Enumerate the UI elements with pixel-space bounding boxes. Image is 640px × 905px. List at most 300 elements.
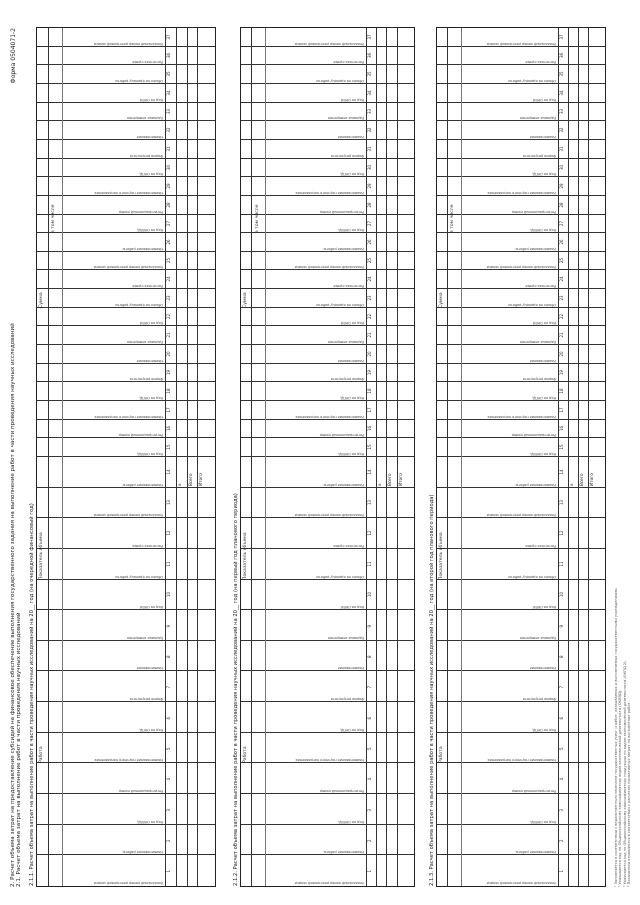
column-header: Наименование научного направления	[295, 415, 364, 419]
footnote: ¹ Заполняется в соответствии с ведомственным перечнем государственных услуг и работ, оказываемых и выполняемых государственными учреждениями.	[614, 587, 618, 887]
column-divider	[241, 269, 414, 270]
column-divider	[241, 307, 414, 308]
column-divider	[437, 670, 605, 671]
column-header: Наименование	[136, 666, 163, 670]
column-number: 28	[166, 202, 171, 208]
sub-heading: 2.1. Расчет объема затрат на выполнение работ в части проведения научных исследований	[16, 612, 22, 887]
column-divider	[241, 195, 414, 196]
column-divider	[437, 120, 605, 121]
column-number: 12	[559, 530, 564, 536]
column-divider	[437, 400, 605, 401]
column-number: 4	[166, 777, 171, 781]
column-header: Наименование	[337, 666, 364, 670]
column-divider	[437, 456, 605, 457]
column-number: 4	[367, 777, 372, 781]
row-divider	[376, 28, 377, 886]
column-divider	[37, 64, 215, 65]
column-header: Регистрационный номер	[511, 433, 556, 437]
column-divider	[241, 793, 414, 794]
column-number: 9	[367, 624, 372, 628]
calc-caption-1: 2.1.1. Расчет объема затрат на выполнение работ в части проведения научных исследований на 20__ год (на очередной финансовый год)	[29, 503, 35, 886]
column-header: Форма результата	[522, 697, 556, 701]
calc-caption-2: 2.1.2. Расчет объема затрат на выполнение работ в части проведения научных исследований на 20__ год (на первый год планового периода)	[233, 493, 239, 886]
calc-caption-3: 2.1.3. Расчет объема затрат на выполнение работ в части проведения научных исследований на 20__ год (на второй год планового периода)	[429, 494, 435, 886]
column-divider	[37, 609, 215, 610]
column-header: Код по ОКЕИ	[532, 605, 556, 609]
column-header: Наименование	[529, 666, 556, 670]
column-header: Единица измерения	[127, 116, 163, 120]
column-number: 34	[367, 90, 372, 96]
column-divider	[241, 120, 414, 121]
column-header: Код по ОКПД	[532, 172, 556, 176]
column-header: Объем на единицу работы	[316, 303, 364, 307]
column-number: 19	[367, 369, 372, 375]
column-divider	[437, 824, 605, 825]
column-header: Форма результата	[522, 377, 556, 381]
column-number: 28	[367, 202, 372, 208]
column-header: Наименование	[337, 135, 364, 139]
column-header: Расчетная сумма	[333, 544, 364, 548]
column-divider	[37, 793, 215, 794]
row-divider	[176, 28, 177, 886]
column-divider	[37, 670, 215, 671]
column-header: Код по ОКЕИ	[532, 321, 556, 325]
column-header: Уникальный номер реестровой записи	[486, 513, 556, 517]
group-label: Сумма	[39, 292, 44, 308]
column-divider	[37, 400, 215, 401]
row-divider	[578, 28, 579, 886]
row-divider	[366, 28, 367, 886]
column-header: Объем на единицу работы	[508, 303, 556, 307]
column-number: 17	[367, 407, 372, 413]
column-divider	[241, 139, 414, 140]
column-number: 5	[367, 747, 372, 750]
row-divider	[251, 28, 252, 886]
column-divider	[241, 64, 414, 65]
column-header: Наименование работы	[515, 247, 556, 251]
column-divider	[37, 363, 215, 364]
column-number: 33	[559, 108, 564, 114]
column-header: Единица измерения	[328, 636, 364, 640]
column-number: 26	[559, 239, 564, 245]
column-header: Расчетная сумма	[132, 60, 163, 64]
row-divider	[48, 28, 49, 886]
column-header: Наименование научного направления	[295, 191, 364, 195]
column-divider	[241, 325, 414, 326]
column-divider	[437, 176, 605, 177]
column-divider	[437, 307, 605, 308]
column-number: 26	[367, 239, 372, 245]
column-header: Наименование работы	[122, 483, 163, 487]
column-header: Форма результата	[129, 154, 163, 158]
column-divider	[241, 344, 414, 345]
column-divider	[37, 456, 215, 457]
column-divider	[37, 824, 215, 825]
column-number: 17	[166, 407, 171, 413]
column-number: 3	[367, 808, 372, 812]
column-divider	[37, 102, 215, 103]
column-header: Код по ОКЕИ	[139, 321, 163, 325]
column-divider	[37, 419, 215, 420]
column-header: Наименование работы	[323, 850, 364, 854]
column-header: Наименование научного направления	[487, 758, 556, 762]
column-divider	[241, 381, 414, 382]
column-header: Код по ОКЕИ	[340, 321, 364, 325]
column-number: 16	[166, 425, 171, 431]
column-number: 12	[166, 530, 171, 536]
column-number: 23	[367, 295, 372, 301]
column-divider	[37, 288, 215, 289]
summary-label: х	[569, 483, 574, 486]
column-number: 29	[559, 183, 564, 189]
column-header: Уникальный номер реестровой записи	[486, 265, 556, 269]
column-number: 23	[166, 295, 171, 301]
column-number: 30	[559, 164, 564, 170]
footnote: ² Указывается код по Общероссийскому классификатору видов экономической деятельности (ОКВЭД).	[618, 689, 623, 887]
column-header: Код по ОКВЭД	[530, 820, 556, 824]
column-header: Наименование	[529, 135, 556, 139]
column-divider	[37, 214, 215, 215]
column-number: 32	[559, 127, 564, 133]
column-header: Наименование	[136, 359, 163, 363]
column-header: Объем на единицу работы	[316, 79, 364, 83]
column-number: 7	[559, 685, 564, 689]
column-header: Уникальный номер реестровой записи	[93, 265, 163, 269]
column-divider	[437, 139, 605, 140]
column-number: 22	[166, 313, 171, 319]
column-number: 30	[166, 164, 171, 170]
column-number: 27	[367, 220, 372, 226]
column-number: 4	[559, 777, 564, 781]
footnote: ³ Указывается код по Общероссийскому классификатору продукции по видам экономической деятельности (ОКПД 2).	[622, 660, 627, 887]
column-divider	[437, 701, 605, 702]
column-header: Регистрационный номер	[319, 433, 364, 437]
group-label: Работа	[39, 746, 44, 763]
column-header: Код по ОКВЭД	[137, 228, 163, 232]
column-header: Код по ОКВЭД	[530, 452, 556, 456]
column-header: Единица измерения	[328, 340, 364, 344]
row-divider	[397, 28, 398, 886]
column-header: Наименование научного направления	[94, 415, 163, 419]
column-header: Регистрационный номер	[511, 210, 556, 214]
column-divider	[437, 517, 605, 518]
column-number: 24	[166, 276, 171, 282]
column-number: 26	[166, 239, 171, 245]
column-number: 31	[166, 146, 171, 152]
group-label: Работа	[243, 746, 248, 763]
column-divider	[241, 609, 414, 610]
column-divider	[241, 400, 414, 401]
column-number: 32	[367, 127, 372, 133]
column-divider	[37, 251, 215, 252]
column-header: Код по ОКЕИ	[139, 98, 163, 102]
row-divider	[165, 28, 166, 886]
column-header: Расчетная сумма	[132, 284, 163, 288]
group-label: в том числе	[450, 204, 455, 233]
column-divider	[37, 548, 215, 549]
column-number: 9	[166, 624, 171, 628]
column-number: 37	[367, 34, 372, 40]
column-number: 13	[559, 499, 564, 505]
column-number: 25	[559, 257, 564, 263]
column-header: Регистрационный номер	[118, 210, 163, 214]
column-divider	[437, 381, 605, 382]
column-divider	[241, 251, 414, 252]
column-header: Наименование научного направления	[295, 758, 364, 762]
column-divider	[241, 158, 414, 159]
column-number: 10	[367, 591, 372, 597]
column-header: Код по ОКПД	[340, 396, 364, 400]
column-number: 29	[367, 183, 372, 189]
column-header: Уникальный номер реестровой записи	[294, 513, 364, 517]
column-divider	[437, 214, 605, 215]
column-number: 3	[166, 808, 171, 812]
column-header: Наименование научного направления	[94, 191, 163, 195]
column-number: 9	[559, 624, 564, 628]
column-header: Наименование научного направления	[94, 758, 163, 762]
column-divider	[241, 579, 414, 580]
column-divider	[241, 548, 414, 549]
column-header: Уникальный номер реестровой записи	[486, 881, 556, 885]
column-divider	[437, 102, 605, 103]
column-header: Уникальный номер реестровой записи	[93, 513, 163, 517]
column-divider	[437, 83, 605, 84]
column-number: 21	[367, 332, 372, 338]
column-header: Форма результата	[522, 154, 556, 158]
group-label: Сумма	[439, 292, 444, 308]
column-divider	[437, 579, 605, 580]
column-divider	[437, 288, 605, 289]
column-header: Форма результата	[330, 377, 364, 381]
column-header: Наименование работы	[122, 247, 163, 251]
column-header: Код по ОКЕИ	[340, 605, 364, 609]
group-label: Показатель объема	[243, 532, 248, 580]
row-divider	[197, 28, 198, 886]
column-divider	[437, 487, 605, 488]
column-divider	[241, 232, 414, 233]
column-header: Расчетная сумма	[525, 544, 556, 548]
table-grid	[241, 28, 414, 886]
column-header: Единица измерения	[520, 116, 556, 120]
column-divider	[241, 102, 414, 103]
column-number: 27	[559, 220, 564, 226]
column-number: 37	[559, 34, 564, 40]
column-number: 15	[166, 444, 171, 450]
column-header: Уникальный номер реестровой записи	[486, 42, 556, 46]
column-divider	[241, 517, 414, 518]
column-number: 13	[367, 499, 372, 505]
column-header: Наименование	[337, 359, 364, 363]
column-number: 33	[166, 108, 171, 114]
column-number: 31	[559, 146, 564, 152]
column-number: 28	[559, 202, 564, 208]
column-header: Код по ОКВЭД	[338, 820, 364, 824]
summary-label: Всего	[188, 473, 193, 486]
column-divider	[37, 437, 215, 438]
column-number: 1	[166, 869, 171, 873]
column-header: Расчетная сумма	[525, 284, 556, 288]
column-number: 2	[367, 839, 372, 842]
column-number: 30	[367, 164, 372, 170]
column-header: Регистрационный номер	[118, 433, 163, 437]
group-label: Показатель объема	[39, 532, 44, 580]
column-number: 8	[367, 655, 372, 658]
column-header: Наименование работы	[323, 247, 364, 251]
column-number: 6	[559, 716, 564, 720]
column-number: 14	[166, 469, 171, 475]
table-grid	[37, 28, 215, 886]
column-number: 20	[166, 351, 171, 357]
column-number: 8	[559, 655, 564, 658]
column-header: Код по ОКВЭД	[530, 228, 556, 232]
column-header: Расчетная сумма	[132, 544, 163, 548]
calc-table-1	[29, 27, 216, 887]
column-divider	[437, 854, 605, 855]
column-header: Код по ОКВЭД	[137, 452, 163, 456]
column-number: 22	[367, 313, 372, 319]
column-header: Код по ОКПД	[340, 172, 364, 176]
column-number: 3	[559, 808, 564, 812]
column-header: Уникальный номер реестровой записи	[93, 881, 163, 885]
column-number: 16	[367, 425, 372, 431]
column-divider	[37, 269, 215, 270]
column-number: 22	[559, 313, 564, 319]
column-divider	[37, 176, 215, 177]
column-header: Наименование научного направления	[487, 191, 556, 195]
summary-label: Итого	[589, 473, 594, 486]
footnotes	[614, 27, 632, 887]
column-divider	[241, 419, 414, 420]
column-divider	[37, 158, 215, 159]
column-header: Объем на единицу работы	[508, 79, 556, 83]
column-number: 5	[166, 747, 171, 750]
column-divider	[437, 251, 605, 252]
column-divider	[37, 487, 215, 488]
column-number: 23	[559, 295, 564, 301]
summary-label: Всего	[387, 473, 392, 486]
column-header: Единица измерения	[328, 116, 364, 120]
column-number: 12	[367, 530, 372, 536]
main-heading: 2. Расчет объема затрат на предоставление субсидий на финансовое обеспечение выполнения государственного задания на выполнение работ в части проведения научных исследований	[10, 323, 16, 887]
column-divider	[437, 363, 605, 364]
column-number: 36	[559, 52, 564, 58]
column-header: Объем на единицу работы	[508, 575, 556, 579]
column-divider	[241, 701, 414, 702]
column-number: 11	[367, 561, 372, 567]
column-number: 2	[166, 839, 171, 842]
column-header: Код по ОКПД	[340, 728, 364, 732]
column-header: Уникальный номер реестровой записи	[294, 265, 364, 269]
column-header: Код по ОКЕИ	[532, 98, 556, 102]
column-header: Форма результата	[129, 377, 163, 381]
column-header: Код по ОКПД	[532, 396, 556, 400]
column-number: 27	[166, 220, 171, 226]
column-header: Уникальный номер реестровой записи	[294, 881, 364, 885]
column-divider	[437, 232, 605, 233]
column-divider	[37, 307, 215, 308]
column-divider	[437, 437, 605, 438]
column-header: Объем на единицу работы	[316, 575, 364, 579]
column-divider	[37, 120, 215, 121]
group-label: в том числе	[51, 204, 56, 233]
column-number: 14	[559, 469, 564, 475]
column-divider	[241, 456, 414, 457]
column-header: Код по ОКПД	[139, 172, 163, 176]
column-divider	[241, 640, 414, 641]
column-divider	[437, 325, 605, 326]
row-divider	[265, 28, 266, 886]
form-mark: Форма 0504071-2	[10, 28, 17, 84]
column-divider	[437, 46, 605, 47]
column-header: Код по ОКВЭД	[338, 452, 364, 456]
column-divider	[241, 176, 414, 177]
column-divider	[37, 83, 215, 84]
column-number: 20	[559, 351, 564, 357]
column-number: 11	[166, 561, 171, 567]
column-header: Регистрационный номер	[511, 789, 556, 793]
group-label: Сумма	[243, 292, 248, 308]
column-divider	[37, 344, 215, 345]
column-divider	[437, 64, 605, 65]
column-header: Расчетная сумма	[333, 284, 364, 288]
column-number: 24	[559, 276, 564, 282]
column-number: 21	[559, 332, 564, 338]
column-number: 13	[166, 499, 171, 505]
column-number: 7	[166, 685, 171, 689]
column-number: 14	[367, 469, 372, 475]
column-divider	[241, 214, 414, 215]
row-divider	[386, 28, 387, 886]
column-number: 10	[559, 591, 564, 597]
column-number: 11	[559, 561, 564, 567]
column-number: 10	[166, 591, 171, 597]
column-number: 16	[559, 425, 564, 431]
table-grid	[437, 28, 605, 886]
column-number: 17	[559, 407, 564, 413]
row-divider	[558, 28, 559, 886]
column-divider	[437, 640, 605, 641]
column-header: Код по ОКЕИ	[139, 605, 163, 609]
column-header: Уникальный номер реестровой записи	[294, 42, 364, 46]
column-number: 35	[559, 71, 564, 77]
column-divider	[241, 363, 414, 364]
column-number: 19	[166, 369, 171, 375]
column-header: Код по ОКПД	[532, 728, 556, 732]
column-divider	[37, 139, 215, 140]
row-divider	[62, 28, 63, 886]
column-divider	[37, 46, 215, 47]
footnote: ⁴ Показатели отражаются в соответствии с расчетом нормативных затрат на выполнение работ.	[627, 701, 632, 887]
column-divider	[37, 640, 215, 641]
column-header: Наименование работы	[515, 483, 556, 487]
column-header: Единица измерения	[520, 636, 556, 640]
row-divider	[447, 28, 448, 886]
row-divider	[588, 28, 589, 886]
column-divider	[241, 824, 414, 825]
column-header: Единица измерения	[127, 636, 163, 640]
column-number: 32	[166, 127, 171, 133]
column-header: Расчетная сумма	[525, 60, 556, 64]
summary-label: Всего	[579, 473, 584, 486]
column-divider	[241, 854, 414, 855]
column-number: 31	[367, 146, 372, 152]
column-header: Код по ОКЕИ	[340, 98, 364, 102]
column-number: 21	[166, 332, 171, 338]
row-divider	[187, 28, 188, 886]
summary-label: Итого	[398, 473, 403, 486]
column-number: 20	[367, 351, 372, 357]
column-divider	[241, 670, 414, 671]
